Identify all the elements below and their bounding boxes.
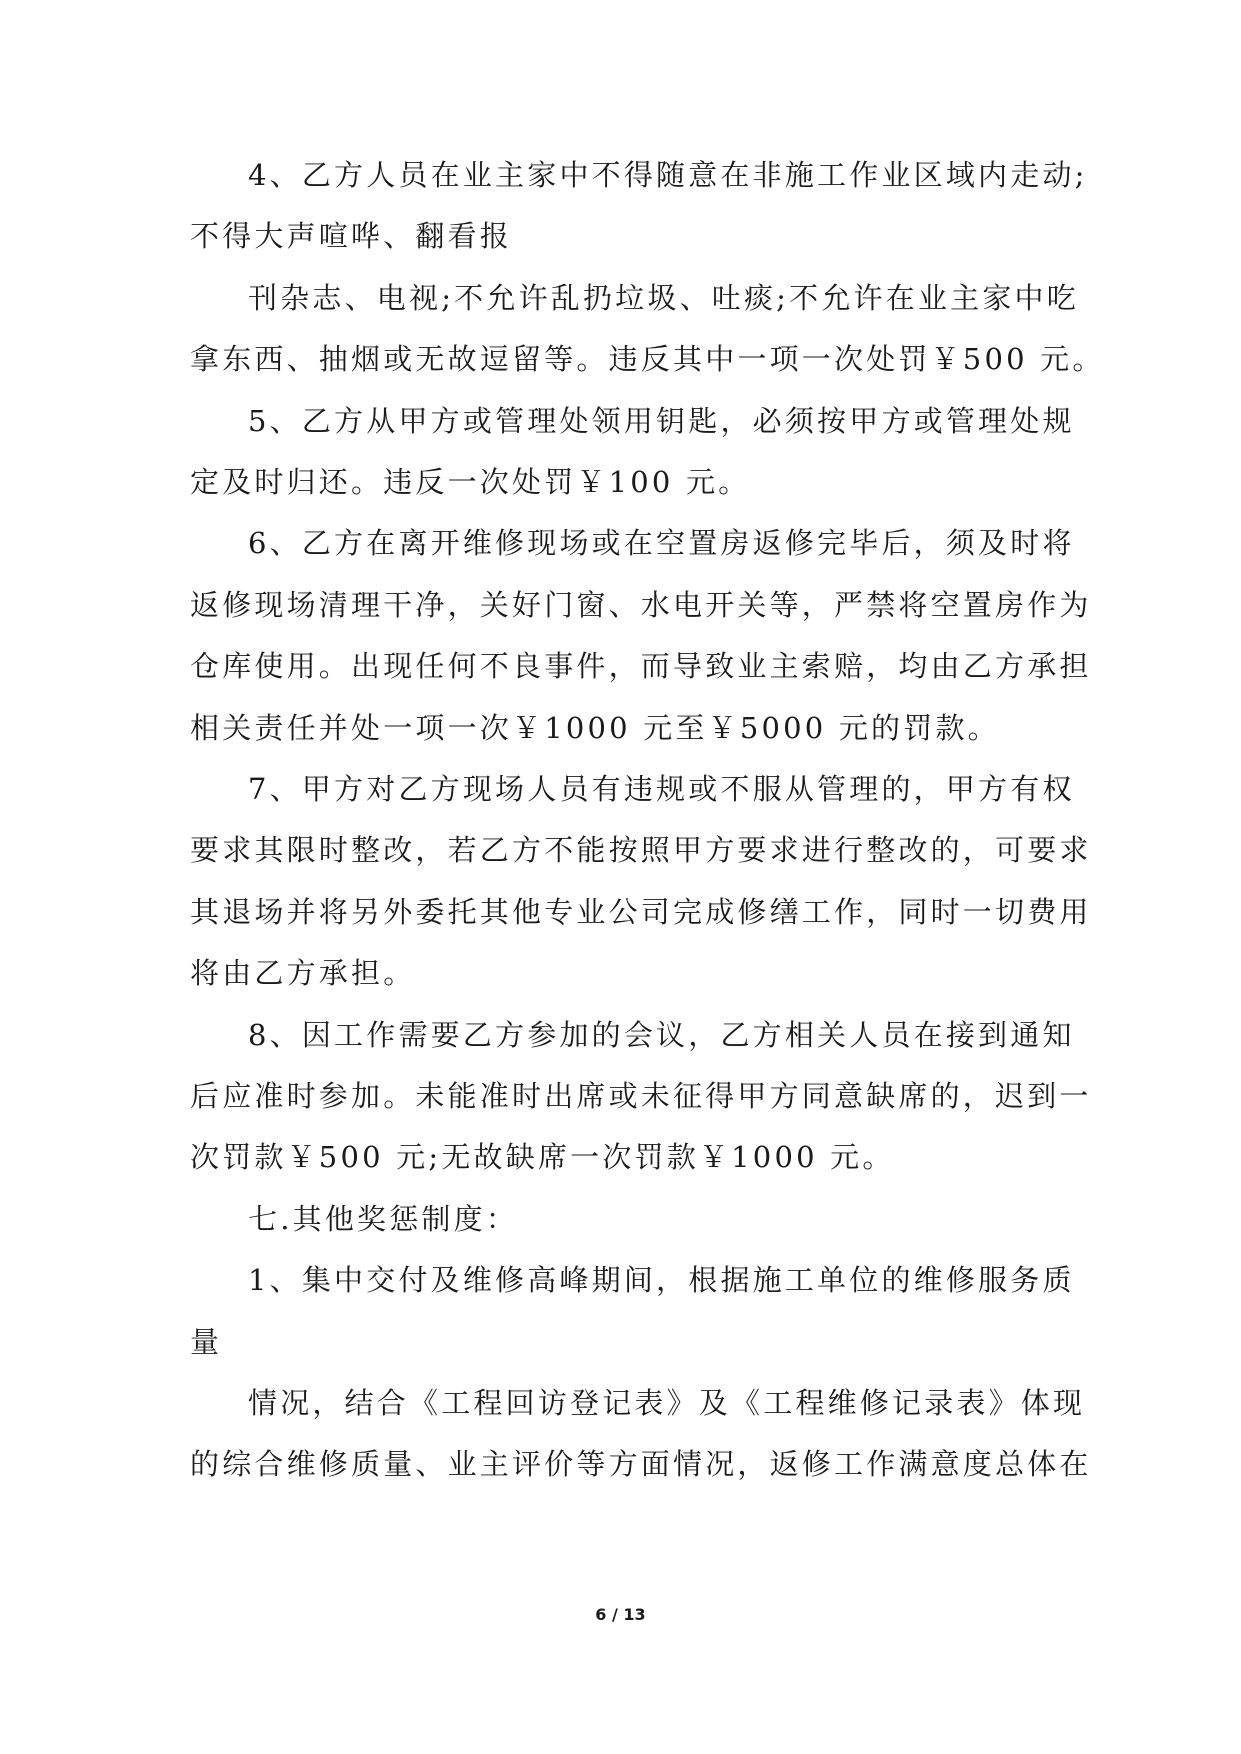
text-line: 1、集中交付及维修高峰期间，根据施工单位的维修服务质 xyxy=(248,1263,1075,1297)
text-line: 相关责任并处一项一次￥1000 元至￥5000 元的罚款。 xyxy=(190,711,1000,745)
text-line: 定及时归还。违反一次处罚￥100 元。 xyxy=(190,465,751,499)
text-line: 不得大声喧哗、翻看报 xyxy=(190,219,513,253)
text-line: 6、乙方在离开维修现场或在空置房返修完毕后，须及时将 xyxy=(248,526,1075,560)
page-number: 6 / 13 xyxy=(595,1605,646,1624)
text-line: 4、乙方人员在业主家中不得随意在非施工作业区域内走动; xyxy=(248,158,1088,192)
text-line: 情况，结合《工程回访登记表》及《工程维修记录表》体现 xyxy=(248,1386,1086,1420)
text-line: 8、因工作需要乙方参加的会议，乙方相关人员在接到通知 xyxy=(248,1018,1075,1052)
text-line: 后应准时参加。未能准时出席或未征得甲方同意缺席的，迟到一 xyxy=(190,1079,1092,1113)
text-line: 的综合维修质量、业主评价等方面情况，返修工作满意度总体在 xyxy=(190,1447,1092,1481)
text-line: 将由乙方承担。 xyxy=(190,956,416,990)
text-line: 量 xyxy=(190,1325,223,1359)
text-line: 拿东西、抽烟或无故逗留等。违反其中一项一次处罚￥500 元。 xyxy=(190,342,1105,376)
text-line: 返修现场清理干净，关好门窗、水电开关等，严禁将空置房作为 xyxy=(190,588,1092,622)
text-line: 5、乙方从甲方或管理处领用钥匙，必须按甲方或管理处规 xyxy=(248,404,1075,438)
text-line: 7、甲方对乙方现场人员有违规或不服从管理的，甲方有权 xyxy=(248,772,1075,806)
text-line: 其退场并将另外委托其他专业公司完成修缮工作，同时一切费用 xyxy=(190,895,1092,929)
text-line: 要求其限时整改，若乙方不能按照甲方要求进行整改的，可要求 xyxy=(190,833,1092,867)
text-line: 仓库使用。出现任何不良事件，而导致业主索赔，均由乙方承担 xyxy=(190,649,1092,683)
text-line: 次罚款￥500 元;无故缺席一次罚款￥1000 元。 xyxy=(190,1140,895,1174)
section-heading: 七.其他奖惩制度： xyxy=(248,1202,519,1236)
text-line: 刊杂志、电视;不允许乱扔垃圾、吐痰;不允许在业主家中吃 xyxy=(248,281,1079,315)
